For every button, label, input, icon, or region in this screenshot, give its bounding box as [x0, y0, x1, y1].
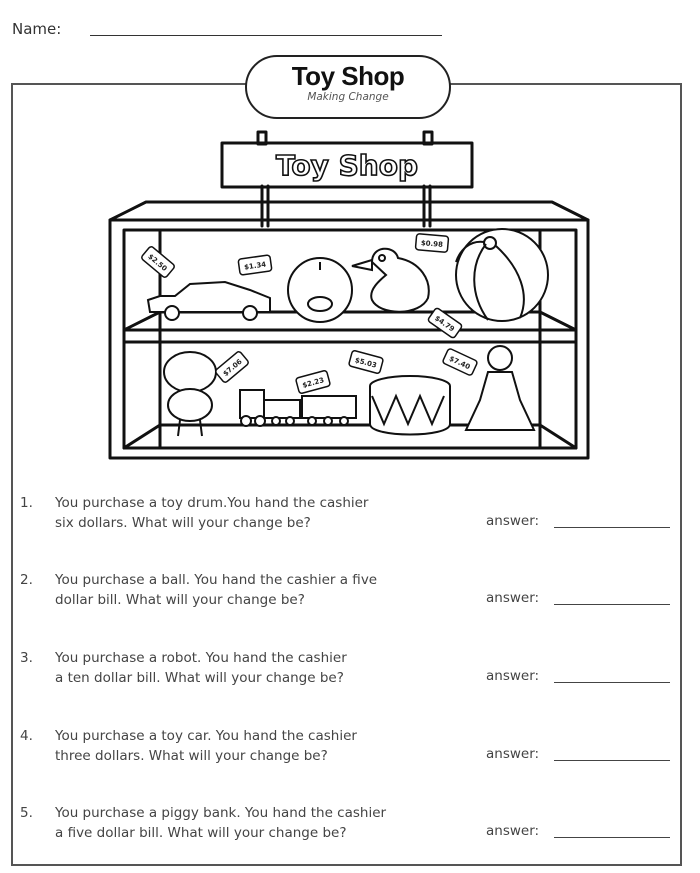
- name-field[interactable]: [90, 35, 442, 36]
- question-text: You purchase a ball. You hand the cashier a five dollar bill. What will your change be?: [55, 572, 378, 608]
- answer-label: answer:: [486, 513, 540, 529]
- answer-field-1[interactable]: [554, 527, 670, 528]
- price-tag-ball: [415, 234, 448, 253]
- price-tag-car: [141, 246, 176, 279]
- svg-text:$5.03: $5.03: [354, 356, 378, 370]
- svg-text:$7.40: $7.40: [447, 354, 472, 372]
- page-title: Toy Shop: [291, 61, 405, 91]
- name-label: Name:: [12, 20, 62, 38]
- answer-field-2[interactable]: [554, 604, 670, 605]
- robot-icon: [164, 352, 216, 392]
- svg-text:$2.23: $2.23: [301, 376, 325, 390]
- question-number: 2.: [20, 572, 33, 588]
- answer-label: answer:: [486, 746, 540, 762]
- question-number: 5.: [20, 805, 33, 821]
- price-tag-piggy-bank: [238, 255, 272, 275]
- answer-field-4[interactable]: [554, 760, 670, 761]
- page-subtitle: Making Change: [307, 91, 389, 103]
- svg-text:$0.98: $0.98: [420, 239, 444, 249]
- answer-field-5[interactable]: [554, 837, 670, 838]
- question-number: 1.: [20, 495, 33, 511]
- answer-field-3[interactable]: [554, 682, 670, 683]
- question-text: You purchase a toy drum.You hand the cashier six dollars. What will your change be?: [55, 495, 369, 531]
- svg-text:$2.50: $2.50: [146, 252, 169, 273]
- answer-label: answer:: [486, 590, 540, 606]
- svg-text:$1.34: $1.34: [243, 260, 267, 272]
- doll-icon: [488, 346, 512, 370]
- train-icon: [240, 390, 264, 418]
- question-number: 4.: [20, 728, 33, 744]
- toy-shop-illustration: [100, 125, 600, 465]
- answer-label: answer:: [486, 823, 540, 839]
- svg-text:$7.06: $7.06: [221, 357, 244, 378]
- question-text: You purchase a piggy bank. You hand the cashier a five dollar bill. What will your change be?: [55, 805, 387, 841]
- price-tag-doll: [442, 348, 478, 376]
- sign-text: Toy Shop: [276, 149, 418, 182]
- question-text: You purchase a robot. You hand the cashier a ten dollar bill. What will your change be?: [55, 650, 347, 686]
- question-text: You purchase a toy car. You hand the cashier three dollars. What will your change be?: [55, 728, 357, 764]
- question-number: 3.: [20, 650, 33, 666]
- price-tag-robot: [215, 351, 250, 384]
- answer-label: answer:: [486, 668, 540, 684]
- title-badge: [245, 55, 451, 119]
- ball-icon: [456, 229, 548, 321]
- svg-text:$4.79: $4.79: [433, 314, 456, 334]
- price-tag-drum: [348, 350, 383, 374]
- price-tag-train: [295, 370, 330, 394]
